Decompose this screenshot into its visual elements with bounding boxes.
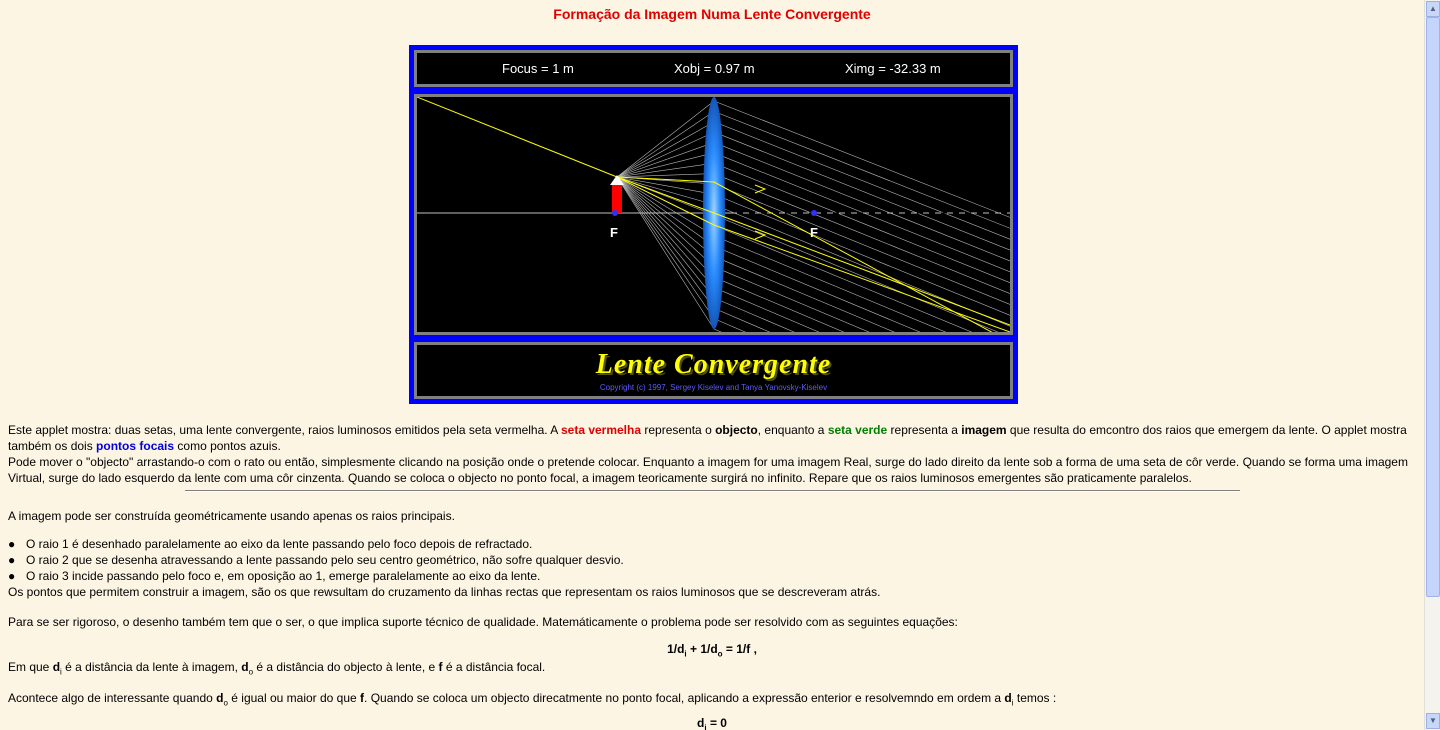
incident-ray	[617, 177, 714, 288]
incident-ray	[617, 177, 714, 319]
focus-readout: Focus = 1 m	[502, 61, 574, 76]
vertical-scrollbar[interactable]	[1424, 0, 1440, 730]
result-equation: $d_i = 0$	[697, 716, 727, 730]
optics-canvas[interactable]	[417, 97, 1010, 332]
incident-ray	[617, 111, 714, 177]
scroll-up-button[interactable]: ▲	[1426, 1, 1440, 17]
incident-ray	[617, 177, 714, 308]
incident-ray	[617, 142, 714, 177]
scroll-thumb[interactable]	[1426, 17, 1440, 597]
refracted-rays	[714, 101, 1010, 332]
intro-paragraph: Este applet mostra: duas setas, uma lente convergente, raios luminosos emitidos pela seta vermelha. A seta vermelha representa o objecto, enquanto a seta verde representa a imagem que resulta do emcontro dos raios que emergem da lente. O applet mostra também os dois pontos focais como pontos azuis.	[8, 423, 1407, 453]
red-arrow-term: seta vermelha	[560, 423, 642, 437]
banner-copyright: Copyright (c) 1997, Sergey Kiselev and Tanya Yanovsky-Kiselev	[599, 383, 828, 392]
applet-readout-panel	[414, 50, 1013, 87]
construction-intro: A imagem pode ser construída geométricamente usando apenas os raios principais.	[8, 509, 455, 523]
construction-after: Os pontos que permitem construir a imagem, são os que rewsultam do cruzamento da linhas rectas que representam os raios luminosos que se descreveram atrás.	[8, 585, 881, 599]
applet-optics-view[interactable]	[414, 94, 1013, 335]
list-item: ● O raio 3 incide passando pelo foco e, em oposição ao 1, emerge paralelamente ao eixo da lente.	[8, 569, 541, 583]
banner-title: Lente Convergente	[595, 349, 832, 380]
instructions-paragraph: Pode mover o "objecto" arrastando-o com o rato ou então, simplesmente clicando na posição onde o pretende colocar. Enquanto a imagem for uma imagem Real, surge do lado direito da lente sob a forma de uma seta de côr verde. Quando se forma uma imagem Virtual, surge do lado esquerdo da lente com uma côr cinzenta. Quando se coloca o objecto no ponto focal, a imagem teoricamente surgirá no infinito. Repare que os raios luminosos emergentes são praticamente paralelos.	[8, 455, 1408, 485]
refracted-ray	[714, 298, 1010, 332]
list-item: ● O raio 2 que se desenha atravessando a lente passando pelo seu centro geométrico, não sofre qualquer desvio.	[8, 553, 624, 567]
green-arrow-term: seta verde	[827, 423, 888, 437]
incident-ray	[617, 153, 714, 177]
focal-label-right: F	[810, 225, 818, 240]
focal-label-left: F	[610, 225, 618, 240]
interesting-paragraph: Acontece algo de interessante quando $d_o$ é igual ou maior do que f. Quando se coloca um objecto direcatmente no ponto focal, aplicando a expressão enterior e resolvemndo em ordem a $d_i$ temos :	[8, 691, 1057, 708]
principal-ray-2	[617, 177, 1010, 325]
principal-ray-incoming	[417, 97, 617, 177]
list-item: ● O raio 1 é desenhado paralelamente ao eixo da lente passando pelo foco depois de refractado.	[8, 537, 533, 551]
section-divider	[185, 490, 1240, 492]
principal-rays-list	[8, 536, 624, 584]
ray-1-arrowhead	[755, 185, 765, 193]
refracted-ray	[714, 246, 1010, 332]
applet-banner-panel	[414, 342, 1013, 399]
refracted-ray	[714, 288, 1010, 332]
refracted-ray	[714, 319, 1010, 332]
incident-ray	[617, 177, 714, 246]
incident-ray	[617, 122, 714, 177]
object-position-readout: Xobj = 0.97 m	[674, 61, 755, 76]
image-position-readout: Ximg = -32.33 m	[845, 61, 941, 76]
refracted-ray	[714, 101, 1010, 217]
focal-point-left	[612, 210, 618, 216]
refracted-ray	[714, 256, 1010, 332]
focal-point-right	[811, 210, 817, 216]
incident-ray	[617, 177, 714, 256]
object-arrow[interactable]	[612, 183, 622, 213]
refracted-ray	[714, 122, 1010, 239]
lens-equation: $1/d_i + 1/d_o = 1/f$ ,	[667, 642, 757, 659]
refracted-ray	[714, 308, 1010, 332]
definitions-paragraph: Em que $d_i$ é a distância da lente à imagem, $d_o$ é a distância do objecto à lente, e f é a distância focal.	[8, 660, 546, 677]
lens-applet[interactable]	[409, 45, 1018, 404]
rigor-paragraph: Para se ser rigoroso, o desenho também tem que o ser, o que implica suporte técnico de qualidade. Matemáticamente o problema pode ser resolvido com as seguintes equações:	[8, 615, 958, 629]
refracted-ray	[714, 111, 1010, 228]
incident-rays	[617, 101, 714, 329]
page-title: Formação da Imagem Numa Lente Convergente	[553, 6, 871, 22]
scroll-down-button[interactable]: ▼	[1426, 713, 1440, 729]
focal-points-term: pontos focais	[96, 439, 175, 453]
refracted-ray	[714, 267, 1010, 332]
incident-ray	[617, 174, 714, 177]
